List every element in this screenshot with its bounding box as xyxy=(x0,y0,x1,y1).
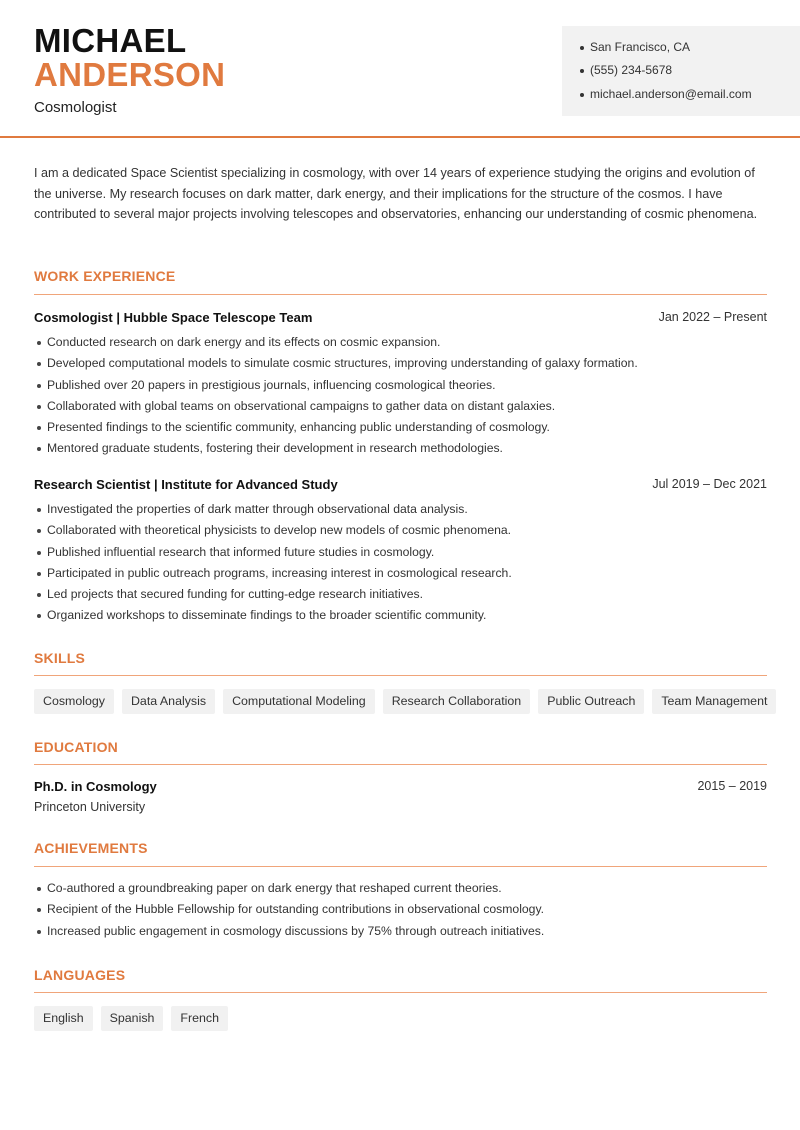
achievements-list xyxy=(47,878,544,942)
language-tag: English xyxy=(34,1006,93,1031)
list-item: Participated in public outreach programs, increasing interest in cosmological research. xyxy=(47,563,512,584)
language-tag: French xyxy=(171,1006,228,1031)
contact-box xyxy=(562,26,800,116)
section-divider xyxy=(34,866,767,867)
section-divider xyxy=(34,675,767,676)
education-date: 2015 – 2019 xyxy=(697,779,767,793)
skill-tag: Research Collaboration xyxy=(383,689,531,714)
summary-paragraph: I am a dedicated Space Scientist specializing in cosmology, with over 14 years of experience studying the origins and evolution of the universe. My research focuses on dark matter, dark energy, and their implications for the structure of the cosmos. I have contributed to several major projects involving telescopes and observatories, enhancing our understanding of cosmic phenomena. xyxy=(34,166,758,222)
school-name: Princeton University xyxy=(34,800,146,814)
section-title-languages: LANGUAGES xyxy=(34,967,126,983)
section-title-education: EDUCATION xyxy=(34,739,118,755)
contact-email[interactable]: michael.anderson@email.com xyxy=(590,87,752,101)
contact-phone: (555) 234-5678 xyxy=(590,63,673,77)
section-divider xyxy=(34,294,767,295)
list-item: Presented findings to the scientific community, enhancing public understanding of cosmology. xyxy=(47,417,638,438)
list-item: Led projects that secured funding for cutting-edge research initiatives. xyxy=(47,584,512,605)
section-divider xyxy=(34,992,767,993)
list-item: Conducted research on dark energy and its effects on cosmic expansion. xyxy=(47,332,638,353)
skill-tag: Public Outreach xyxy=(538,689,644,714)
skill-tag: Team Management xyxy=(652,689,776,714)
skill-tag: Cosmology xyxy=(34,689,114,714)
skill-tag: Computational Modeling xyxy=(223,689,375,714)
section-divider xyxy=(34,764,767,765)
job-heading: Cosmologist | Hubble Space Telescope Team xyxy=(34,310,313,325)
list-item: Published over 20 papers in prestigious journals, influencing cosmological theories. xyxy=(47,375,638,396)
language-tag: Spanish xyxy=(101,1006,164,1031)
contact-location: San Francisco, CA xyxy=(590,40,691,54)
list-item: Investigated the properties of dark matter through observational data analysis. xyxy=(47,499,512,520)
list-item: Organized workshops to disseminate findings to the broader scientific community. xyxy=(47,605,512,626)
job-date: Jan 2022 – Present xyxy=(658,310,767,324)
resume-header xyxy=(0,0,800,138)
section-title-achievements: ACHIEVEMENTS xyxy=(34,840,148,856)
section-title-work: WORK EXPERIENCE xyxy=(34,268,176,284)
languages-list xyxy=(34,1006,228,1031)
first-name: MICHAEL xyxy=(34,22,187,59)
job-title: Cosmologist xyxy=(34,99,117,116)
list-item: Co-authored a groundbreaking paper on dark energy that reshaped current theories. xyxy=(47,878,544,899)
job-date: Jul 2019 – Dec 2021 xyxy=(652,477,767,491)
list-item: Published influential research that informed future studies in cosmology. xyxy=(47,542,512,563)
list-item: Collaborated with global teams on observational campaigns to gather data on distant galaxies. xyxy=(47,396,638,417)
list-item: Developed computational models to simulate cosmic structures, improving understanding of galaxy formation. xyxy=(47,353,638,374)
list-item: Recipient of the Hubble Fellowship for outstanding contributions in observational cosmology. xyxy=(47,899,544,920)
job-bullets xyxy=(47,499,512,627)
list-item: Collaborated with theoretical physicists to develop new models of cosmic phenomena. xyxy=(47,520,512,541)
last-name: ANDERSON xyxy=(34,56,226,93)
section-title-skills: SKILLS xyxy=(34,650,85,666)
list-item: Mentored graduate students, fostering their development in research methodologies. xyxy=(47,438,638,459)
skill-tag: Data Analysis xyxy=(122,689,215,714)
degree-title: Ph.D. in Cosmology xyxy=(34,779,157,794)
skills-list xyxy=(34,689,776,714)
job-heading: Research Scientist | Institute for Advanced Study xyxy=(34,477,338,492)
list-item: Increased public engagement in cosmology discussions by 75% through outreach initiatives. xyxy=(47,921,544,942)
job-bullets xyxy=(47,332,638,460)
